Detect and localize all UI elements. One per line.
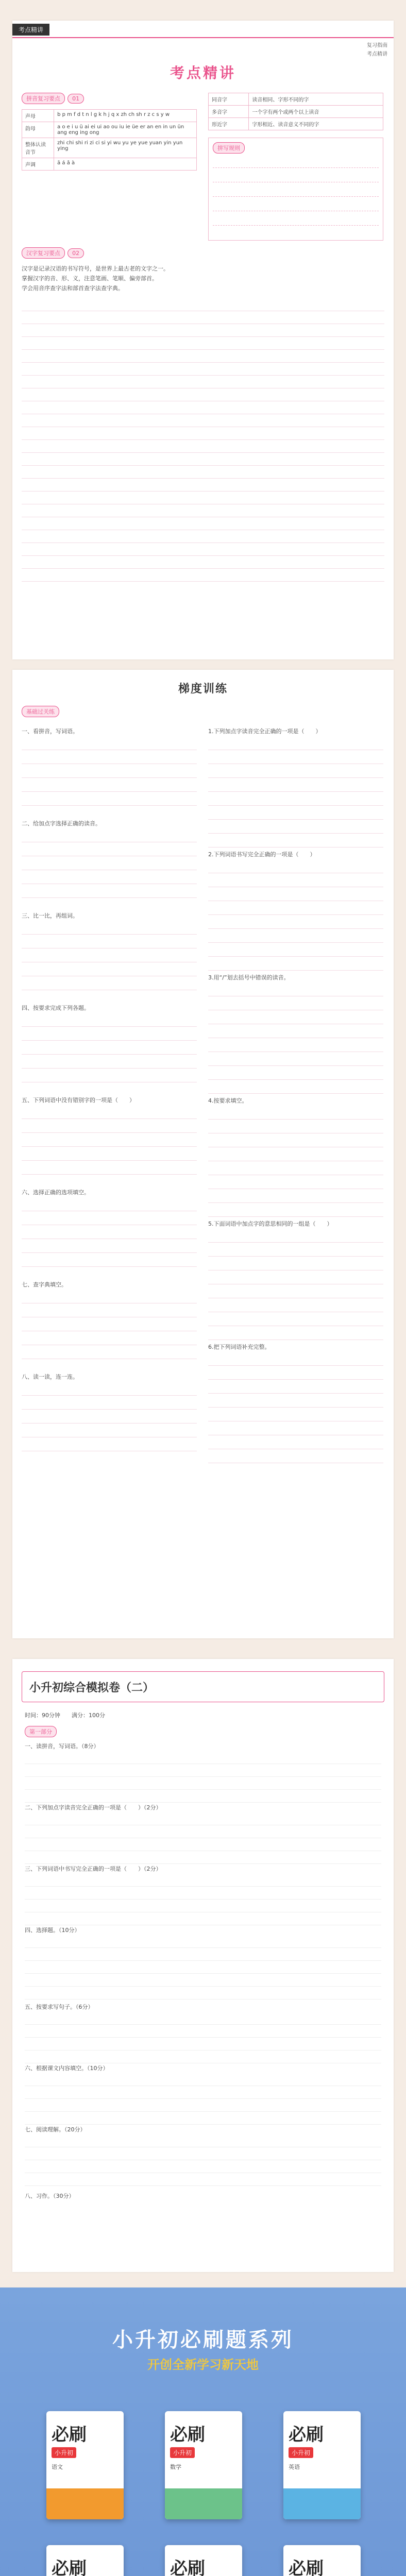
exam-line: 二、下列加点字读音完全正确的一项是（ ）（2分） <box>25 1804 162 1811</box>
row-val: 字形相近、读音意义不同的字 <box>249 118 383 130</box>
question: 3.用“/”划去括号中错误的读音。 <box>208 974 290 981</box>
right-questions <box>208 726 383 1465</box>
book-title: 必刷 <box>170 2425 205 2445</box>
question: 4.按要求填空。 <box>208 1097 248 1104</box>
series-sub: 开创全新学习新天地 <box>147 2358 259 2372</box>
book-cover <box>283 2545 361 2576</box>
exam-line: 一、读拼音，写词语。（8分） <box>25 1743 99 1750</box>
book-title: 必刷 <box>52 2558 87 2576</box>
header-badge: 考点精讲 <box>12 24 49 36</box>
hanzi-box-label: 汉字复习要点 <box>22 247 65 259</box>
right-guide-bottom: 考点精讲 <box>367 52 387 57</box>
series-title: 小升初必刷题系列 <box>112 2328 294 2352</box>
pinyin-table <box>22 109 197 171</box>
row-val: zhi chi shi ri zi ci si yi wu yu ye yue yuan yin yun ying <box>54 138 197 158</box>
exam-line: 四、选择题。（10分） <box>25 1927 80 1934</box>
question: 四、按要求完成下列各题。 <box>22 1005 90 1011</box>
question: 二、给加点字选择正确的读音。 <box>22 820 101 827</box>
rules-label: 拼写规则 <box>213 142 245 154</box>
question: 八、读一读，连一连。 <box>22 1374 78 1380</box>
notes-lines <box>22 298 384 587</box>
question: 五、下列词语中没有错别字的一项是（ ） <box>22 1097 135 1104</box>
part2-title: 梯度训练 <box>178 683 228 696</box>
hanzi-table <box>208 93 383 130</box>
book-title: 必刷 <box>289 2425 324 2445</box>
book-sub: 小升初 <box>52 2447 76 2458</box>
row-val: 一个字有两个或两个以上读音 <box>249 106 383 118</box>
top-strip <box>0 0 406 21</box>
left-questions <box>22 726 197 1464</box>
book-cover <box>165 2411 242 2519</box>
question: 三、比一比，再组词。 <box>22 912 78 919</box>
question: 七、查字典填空。 <box>22 1281 67 1288</box>
exam-title: 小升初综合模拟卷（二） <box>29 1682 155 1694</box>
part1-title-wrap <box>12 62 394 82</box>
book-cover <box>46 2545 124 2576</box>
exam-line: 八、习作。（30分） <box>25 2193 75 2199</box>
row-key: 多音字 <box>209 106 249 118</box>
book-grade: 数学 <box>170 2464 181 2470</box>
question: 1.下列加点字读音完全正确的一项是（ ） <box>208 728 322 735</box>
row-val: ā á ǎ à <box>54 158 197 171</box>
promo-section <box>0 2287 406 2576</box>
exam-body <box>25 1726 381 2201</box>
row-key: 形近字 <box>209 118 249 130</box>
pinyin-box-num: 01 <box>67 94 84 104</box>
practice-page <box>12 670 394 1638</box>
hanzi-notes <box>22 247 384 587</box>
exam-section-label: 第一部分 <box>25 1726 57 1737</box>
hanzi-table-wrap <box>208 93 383 241</box>
part2-tag: 基础过关练 <box>22 706 59 717</box>
question: 5.下面词语中加点字的意思相同的一组是（ ） <box>208 1221 333 1227</box>
book-cover <box>46 2411 124 2519</box>
row-val: 读音相同、字形不同的字 <box>249 93 383 106</box>
row-key: 韵母 <box>22 122 54 138</box>
book-sub: 小升初 <box>289 2447 313 2458</box>
exam-line: 六、根据课文内容填空。（10分） <box>25 2065 109 2072</box>
exam-line: 五、按要求写句子。（6分） <box>25 2004 94 2010</box>
part1-title: 考点精讲 <box>170 64 236 81</box>
page-header <box>12 21 394 38</box>
exam-title-box <box>22 1671 384 1702</box>
question: 六、选择正确的选项填空。 <box>22 1189 90 1196</box>
book-title: 必刷 <box>170 2558 205 2576</box>
part2-title-wrap <box>12 680 394 696</box>
book-cover <box>283 2411 361 2519</box>
book-title: 必刷 <box>289 2558 324 2576</box>
exam-page <box>12 1659 394 2272</box>
hanzi-box-num: 02 <box>67 248 84 258</box>
row-key: 整体认读音节 <box>22 138 54 158</box>
right-guide-top: 复习指南 <box>367 43 387 48</box>
right-guide <box>367 41 387 59</box>
pinyin-box <box>22 93 197 171</box>
row-val: a o e i u ü ai ei ui ao ou iu ie üe er an en in un ün ang eng ing ong <box>54 122 197 138</box>
rules-box <box>208 138 383 241</box>
note-line: 汉字是记录汉语的书写符号，是世界上最古老的文字之一。 <box>22 265 169 272</box>
pinyin-box-label: 拼音复习要点 <box>22 93 65 104</box>
study-notes-page <box>12 21 394 659</box>
exam-meta: 时间：90分钟 满分：100分 <box>25 1712 105 1719</box>
row-key: 同音字 <box>209 93 249 106</box>
book-cover <box>165 2545 242 2576</box>
book-title: 必刷 <box>52 2425 87 2445</box>
book-grade: 语文 <box>52 2464 63 2470</box>
book-sub: 小升初 <box>170 2447 195 2458</box>
question: 6.把下列词语补充完整。 <box>208 1344 270 1350</box>
exam-line: 三、下列词语中书写完全正确的一项是（ ）（2分） <box>25 1866 162 1872</box>
row-key: 声母 <box>22 110 54 122</box>
row-val: b p m f d t n l g k h j q x zh ch sh r z c s y w <box>54 110 197 122</box>
note-line: 学会用音序查字法和部首查字法查字典。 <box>22 285 124 292</box>
book-grade: 英语 <box>289 2464 300 2470</box>
row-key: 声调 <box>22 158 54 171</box>
question: 一、看拼音，写词语。 <box>22 728 78 735</box>
part2-tag-wrap <box>22 706 59 717</box>
question: 2.下列词语书写完全正确的一项是（ ） <box>208 851 316 858</box>
note-line: 掌握汉字的音、形、义，注意笔画、笔顺、偏旁部首。 <box>22 275 158 282</box>
exam-line: 七、阅读理解。（20分） <box>25 2126 86 2133</box>
